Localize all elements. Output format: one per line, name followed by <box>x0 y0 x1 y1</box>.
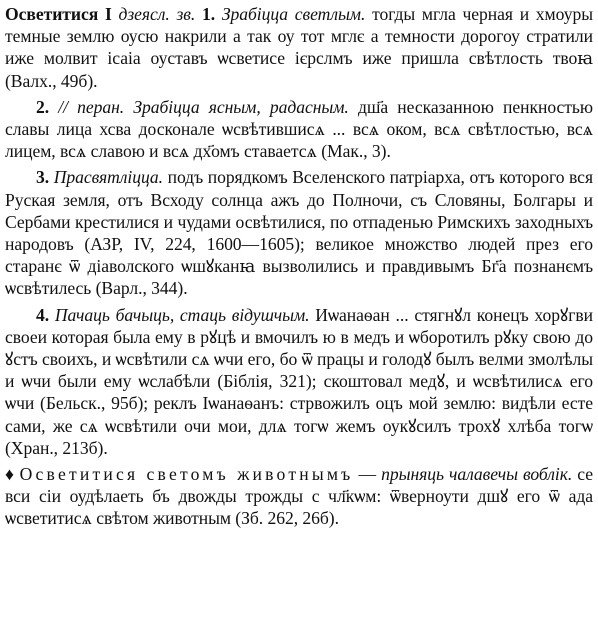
phrase-marker-icon: ♦ <box>5 464 15 485</box>
sense-gloss: Пачаць бачыць, стаць відушчым. <box>54 304 310 325</box>
homonym-number: I <box>104 4 112 24</box>
sense-number: 2. <box>36 96 50 117</box>
sense-citation: дш҃а несказанною пенкностью славы лица хсва досконале ѡсвѣтившисѧ ... всѧ оком, всѧ свѣтлостью, всѧ лицем, всѧ славою и всѧ дх҃омъ ставаетсѧ (Мак., 3). <box>5 96 593 162</box>
sense-gloss: Прасвятліцца. <box>53 167 163 188</box>
headword: Осветитися <box>5 4 99 24</box>
sense-gloss: Зрабіцца ясным, радасным. <box>133 96 349 117</box>
sense-number: 3. <box>36 167 50 188</box>
phrase-citation: се вси сіи оудѣлаеть бъ двожды трожды с чл҃кѡм: ѿверноути дшꙋ его ѿ ада ѡсветитисѧ свѣтом животным (Зб. 262, 26б). <box>5 464 593 529</box>
phrase-gloss: прыняць чалавечы воблік. <box>381 464 573 485</box>
sense-citation: подъ порядкомъ Вселенского патріарха, отъ которого вся Руская земля, отъ Всходу солнца ажъ до Полночи, съ Словяны, Болгары и Сербами крестилися и чудами освѣтилися, по отпаденью Римскихъ заходныхъ народовъ (АЗР, IV, 224, 1600—1605); великое множство людей през его старанє ѿ діаволского ѡшꙋканꙗ вызволились и правдивымъ Бг҃а познанємъ ѡсвѣтилесь (Варл., 344). <box>5 167 593 299</box>
phrase-headword: Осветитися светомъ животнымъ <box>19 464 354 485</box>
entry-phrase <box>5 463 593 530</box>
sense-number: 4. <box>36 304 50 325</box>
sense-number: 1. <box>201 4 216 24</box>
entry-sense-2 <box>5 96 593 163</box>
entry-sense-3 <box>5 166 593 299</box>
sense-citation: Иѡанаѳан ... стягнꙋл конецъ хорꙋгви своеи которая была ему в рꙋцѣ и вмочилъ ю в медъ и ѡборотилъ рꙋку свою до ꙋстъ своихъ, и ѡсвѣтили сѧ ѡчи его, бо ѿ працы и голодꙋ былъ велми змолѣлы и ѡчи были ему ѡслабѣли (Біблія, 321); скоштовал медꙋ, и ѡсвѣтилисѧ его ѡчи (Бельск., 95б); реклъ Іѡанаѳанъ: стрвожилъ оцъ мой землю: видѣли есте сами, же сѧ ѡсвѣтили очи мои, длѧ тогѡ жемъ оукꙋсилъ трохꙋ хлѣба тогѡ (Хран., 213б). <box>5 304 593 458</box>
entry-sense-1 <box>5 3 593 92</box>
sense-citation: тогды мгла черная и хмоуры темные землю оусю накрили а так оу тот мглє а темности дорогоу стратили иже молвит ісаіа оуставъ ѡсветисе ієрслмъ иже пришла свѣтлость твоꙗ (Валх., 49б). <box>5 4 593 91</box>
grammar-label: дзеясл. зв. <box>118 4 196 24</box>
entry-sense-4 <box>5 304 593 459</box>
usage-label: // перан. <box>58 96 125 117</box>
sense-gloss: Зрабіцца светлым. <box>221 4 366 24</box>
phrase-dash: — <box>358 464 377 485</box>
